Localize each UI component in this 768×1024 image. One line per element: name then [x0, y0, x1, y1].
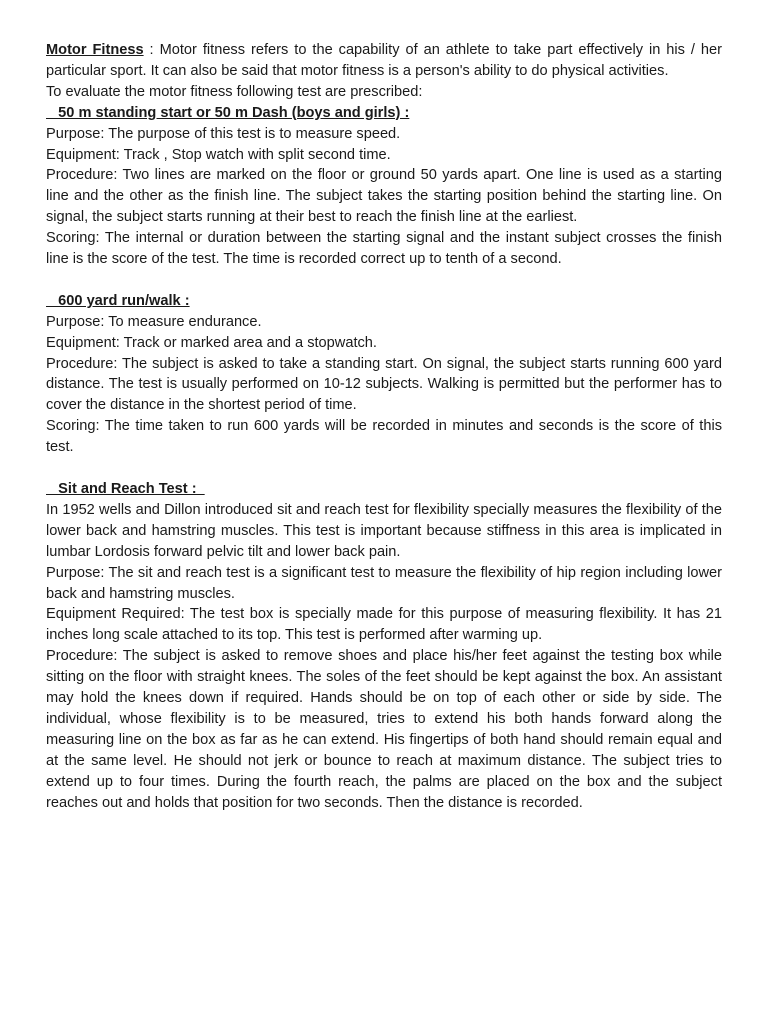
- run-walk-equipment: Equipment: Track or marked area and a stopwatch.: [46, 334, 377, 351]
- run-walk-scoring: Scoring: The time taken to run 600 yards will be recorded in minutes and seconds is the score of this test.: [46, 418, 722, 456]
- dash-test-heading: 50 m standing start or 50 m Dash (boys and girls) :: [46, 104, 410, 121]
- run-walk-procedure: Procedure: The subject is asked to take a standing start. On signal, the subject starts running 600 yard distance. The test is usually performed on 10-12 subjects. Walking is permitted but the performer has to cover the distance in the shortest period of time.: [46, 355, 722, 414]
- section-spacer: [46, 270, 722, 291]
- sit-reach-test-heading: Sit and Reach Test :: [46, 481, 205, 497]
- sit-reach-procedure: Procedure: The subject is asked to remove shoes and place his/her feet against the testing box while sitting on the floor with straight knees. The soles of the feet should be kept against the box. An assistant may hold the knees down if required. Hands should be on top of each other or side by side. The individual, whose flexibility is to be measured, tries to extend his both hands forward along the measuring line on the box as far as he can extend. His fingertips of both hand should remain equal and at the same level. He should not jerk or bounce to reach at maximum distance. The subject tries to extend up to four times. During the fourth reach, the palms are placed on the box and the subject reaches out and holds that position for two seconds. Then the distance is recorded.: [46, 648, 722, 811]
- run-walk-purpose: Purpose: To measure endurance.: [46, 313, 262, 330]
- intro-lead-in: To evaluate the motor fitness following test are prescribed:: [46, 83, 423, 100]
- motor-fitness-term: Motor Fitness: [46, 42, 144, 58]
- motor-fitness-definition: : Motor fitness refers to the capability of an athlete to take part effectively in his / her particular sport. It can also be said that motor fitness is a person's ability to do physical activities.: [46, 42, 723, 79]
- dash-purpose: Purpose: The purpose of this test is to measure speed.: [46, 125, 401, 142]
- dash-equipment: Equipment: Track , Stop watch with split second time.: [46, 146, 391, 163]
- sit-reach-intro: In 1952 wells and Dillon introduced sit and reach test for flexibility specially measures the flexibility of the lower back and hamstring muscles. This test is important because stiffness in this area is implicated in lumbar Lordosis forward pelvic tilt and lower back pain.: [46, 501, 722, 560]
- sit-reach-equipment: Equipment Required: The test box is specially made for this purpose of measuring flexibility. It has 21 inches long scale attached to its top. This test is performed after warming up.: [46, 606, 722, 644]
- dash-scoring: Scoring: The internal or duration between the starting signal and the instant subject crosses the finish line is the score of the test. The time is recorded correct up to tenth of a second.: [46, 230, 722, 268]
- run-walk-test-heading: 600 yard run/walk :: [46, 292, 190, 309]
- sit-reach-purpose: Purpose: The sit and reach test is a significant test to measure the flexibility of hip region including lower back and hamstring muscles.: [46, 564, 722, 602]
- intro-definition: [46, 40, 722, 82]
- dash-procedure: Procedure: Two lines are marked on the floor or ground 50 yards apart. One line is used as a starting line and the other as the finish line. The subject takes the starting position behind the starting line. On signal, the subject starts running at their best to reach the finish line at the earliest.: [46, 167, 722, 226]
- section-spacer: [46, 458, 722, 479]
